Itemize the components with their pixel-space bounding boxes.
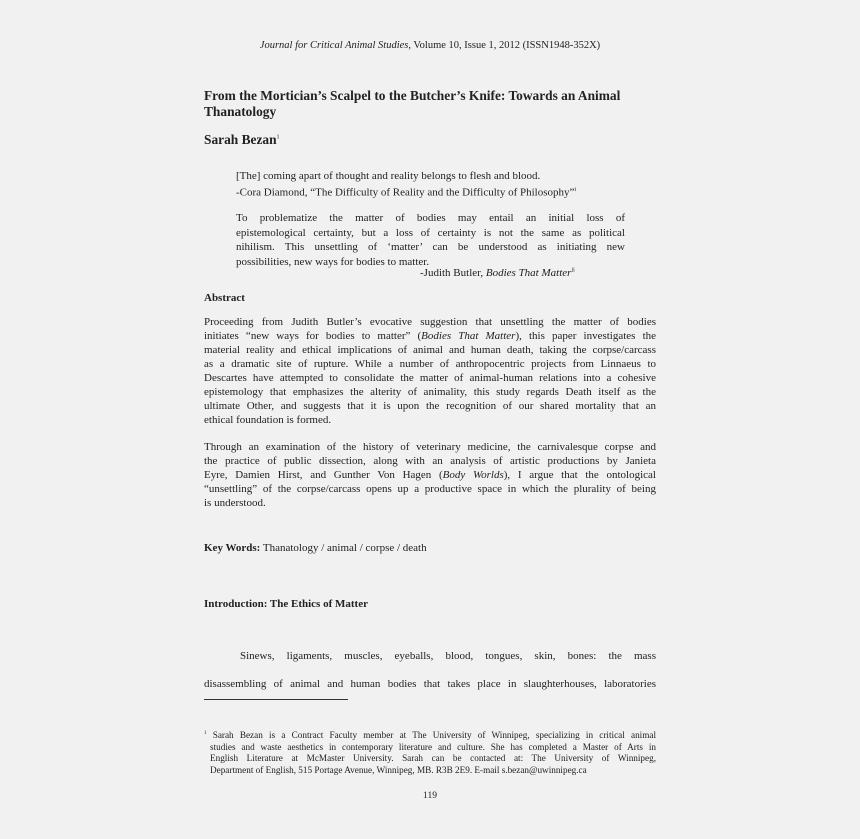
footnote-separator <box>204 699 348 700</box>
abstract-heading: Abstract <box>204 292 245 304</box>
page-number: 119 <box>423 791 437 801</box>
epigraph-butler-line: To problematize the matter of bodies may entail an initial loss of <box>236 212 625 224</box>
article-title: From the Mortician’s Scalpel to the Butcher’s Knife: Towards an Animal Thanatology <box>204 88 621 119</box>
keywords <box>204 542 427 554</box>
footnote-mark: 1 <box>204 731 207 736</box>
epigraph-butler-line: epistemological certainty, but a loss of certainty is not the same as political <box>236 226 625 239</box>
epigraph-diamond <box>236 169 576 200</box>
epigraph-butler <box>236 211 625 269</box>
journal-details: , Volume 10, Issue 1, 2012 (ISSN1948-352X) <box>408 40 601 51</box>
epigraph-butler-attribution: -Judith Butler, Bodies That Matter$^{ii}$ <box>420 267 575 279</box>
intro-paragraph: Sinews, ligaments, muscles, eyeballs, blood, tongues, skin, bones: the mass disassembling of animal and human bodies that takes place in slaughterhouses, laboratories <box>204 650 656 690</box>
journal-header <box>0 40 860 51</box>
epigraph-diamond-attribution: -Cora Diamond, “The Difficulty of Reality and the Difficulty of Philosophy”$^i$ <box>236 186 577 199</box>
epigraph-butler-line: nihilism. This unsettling of ‘matter’ can be understood as initiating new <box>236 241 625 253</box>
abstract-line-italic: initiates “new ways for bodies to matter” (Bodies That Matter), this paper investigates the <box>204 330 657 342</box>
abstract-paragraph-1: Proceeding from Judith Butler’s evocative suggestion that unsettling the matter of bodies initiates “new ways for bodies to matter” (Bodies That Matter), this paper investigates the material reality and ethical implications of animal and human death, taking the corpse/carcass as a dramatic site of rupture. While a number of anthropocentric projects from Linnaeus to Descartes have attempted to consolidate the matter of animal-human relations into a cohesive epistemology that emphasizes the alterity of animality, this study regards Death itself as the ultimate Other, and suggests that it is upon the recognition of our shared mortality that an ethical foundation is formed. <box>204 316 657 426</box>
abstract-line-italic: Eyre, Damien Hirst, and Gunther Von Hagen (Body Worlds), I argue that the ontological <box>204 469 656 481</box>
epigraph-butler-line: possibilities, new ways for bodies to matter. <box>236 255 430 268</box>
author-name: Sarah Bezan$^1$ <box>204 132 280 147</box>
keywords-value: Thanatology / animal / corpse / death <box>260 542 427 554</box>
intro-heading: Introduction: The Ethics of Matter <box>204 598 368 610</box>
epigraph-diamond-quote: [The] coming apart of thought and reality belongs to flesh and blood. <box>236 170 541 182</box>
author-footnote-mark[interactable]: 1 <box>276 134 280 141</box>
abstract-paragraph-2: Through an examination of the history of veterinary medicine, the carnivalesque corpse and the practice of public dissection, along with an analysis of artistic productions by Janieta Eyre, Damien Hirst, and Gunther Von Hagen (Body Worlds), I argue that the ontological “unsettling” of the corpse/carcass opens up a productive space in which the plurality of being is understood. <box>204 441 656 509</box>
footnote: $^1$ Sarah Bezan is a Contract Faculty member at The University of Winnipeg, specializing in critical animal studies and waste aesthetics in contemporary literature and culture. She has completed a Master of Arts in English Literature at McMaster University. Sarah can be contacted at: The University of Winnipeg, Department of English, 515 Portage Avenue, Winnipeg, MB. R3B 2E9. E-mail s.bezan@uwinnipeg.ca <box>204 730 656 775</box>
keywords-label: Key Words: <box>204 542 261 554</box>
journal-name: Journal for Critical Animal Studies <box>259 40 409 51</box>
